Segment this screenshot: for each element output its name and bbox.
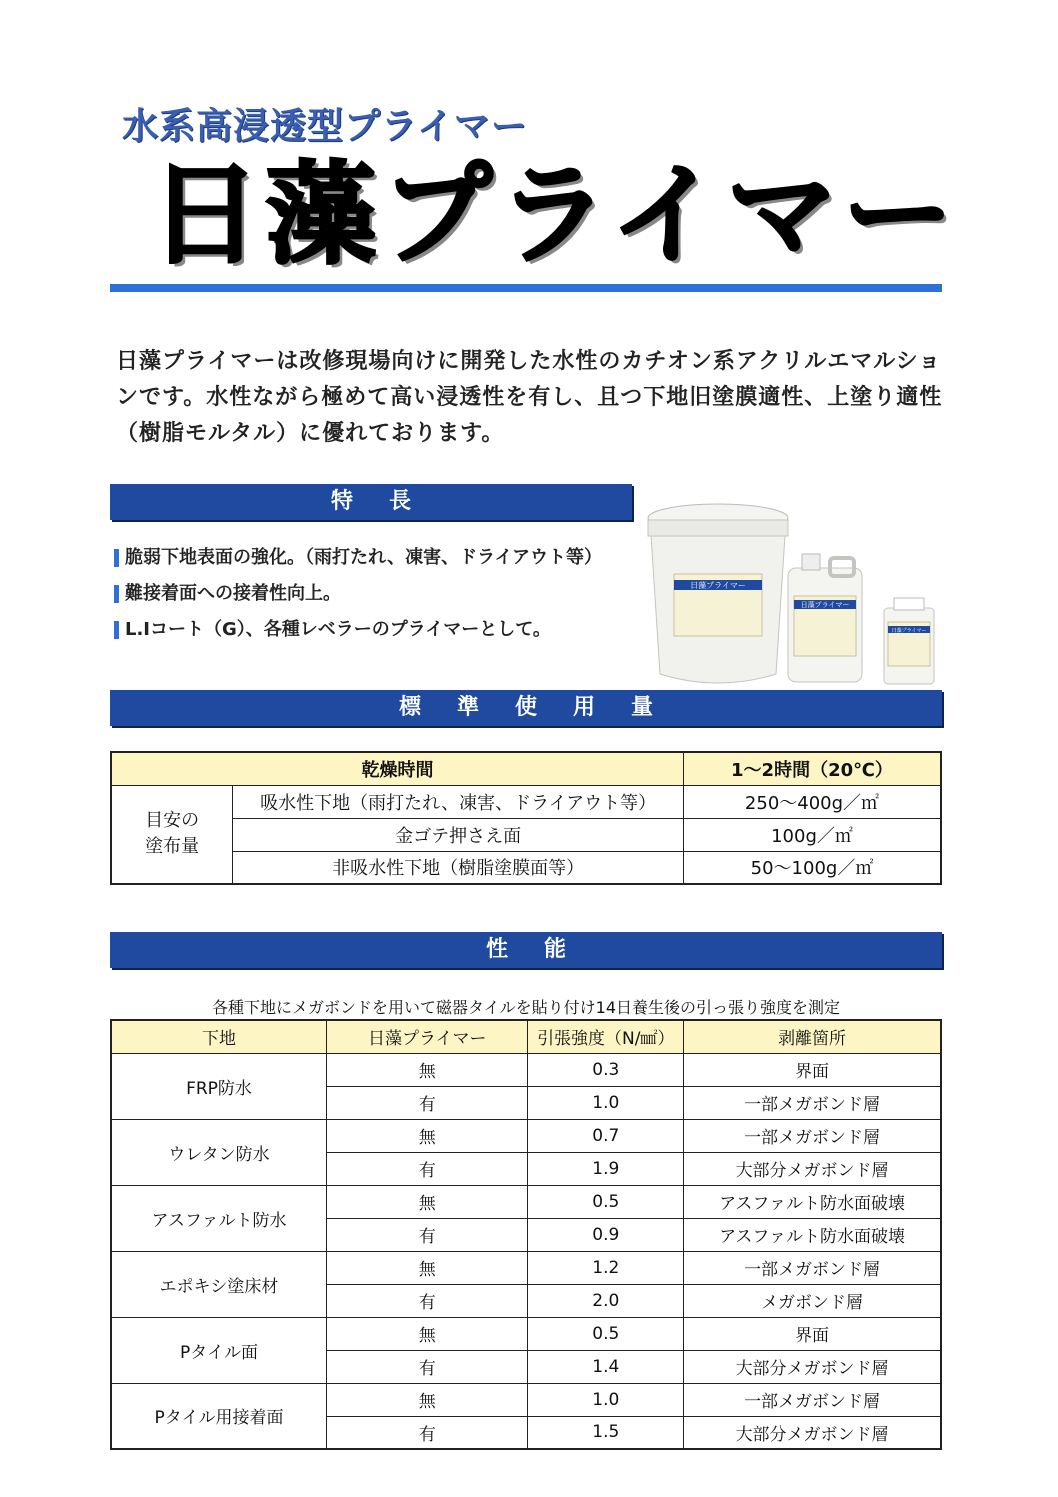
table-row [111, 851, 941, 884]
primer-cell: 無 [326, 1053, 527, 1086]
performance-table [110, 1019, 942, 1450]
feature-text: L.Iコート（G）、各種レベラーのプライマーとして。 [125, 619, 551, 640]
coverage-group-label [111, 785, 233, 884]
strength-cell: 0.9 [528, 1218, 684, 1251]
failure-cell: 一部メガボンド層 [684, 1383, 941, 1416]
substrate-cell: アスファルト防水 [111, 1185, 326, 1251]
column-header: 剥離箇所 [684, 1020, 941, 1053]
failure-cell: 界面 [684, 1053, 941, 1086]
strength-cell: 1.0 [528, 1383, 684, 1416]
usage-table [110, 751, 942, 885]
dry-time-label: 乾燥時間 [111, 752, 683, 785]
performance-table-body [111, 1053, 941, 1449]
primer-cell: 有 [326, 1416, 527, 1449]
primer-cell: 無 [326, 1251, 527, 1284]
usage-item: 吸水性下地（雨打たれ、凍害、ドライアウト等） [233, 785, 684, 818]
failure-cell: メガボンド層 [684, 1284, 941, 1317]
intro-paragraph: 日藻プライマーは改修現場向けに開発した水性のカチオン系アクリルエマルションです。水性ながら極めて高い浸透性を有し、且つ下地旧塗膜適性、上塗り適性（樹脂モルタル）に優れております。 [116, 349, 943, 446]
failure-cell: 一部メガボンド層 [684, 1251, 941, 1284]
failure-cell: アスファルト防水面破壊 [684, 1185, 941, 1218]
product-label-medium: 日藻プライマー [800, 601, 850, 609]
table-row [111, 1251, 941, 1284]
failure-cell: 大部分メガボンド層 [684, 1350, 941, 1383]
primer-cell: 無 [326, 1185, 527, 1218]
table-row [111, 1119, 941, 1152]
failure-cell: 一部メガボンド層 [684, 1086, 941, 1119]
usage-value: 250～400g／㎡ [683, 785, 941, 818]
usage-heading [110, 690, 942, 726]
substrate-cell: FRP防水 [111, 1053, 326, 1119]
dry-time-value: 1～2時間（20℃） [683, 752, 941, 785]
primer-cell: 有 [326, 1152, 527, 1185]
failure-cell: 大部分メガボンド層 [684, 1416, 941, 1449]
strength-cell: 1.4 [528, 1350, 684, 1383]
bullet-icon [114, 549, 119, 567]
strength-cell: 1.0 [528, 1086, 684, 1119]
column-header: 引張強度（N/㎟） [528, 1020, 684, 1053]
performance-heading-text: 性能 [485, 937, 602, 962]
performance-note: 各種下地にメガボンドを用いて磁器タイルを貼り付け14日養生後の引っ張り強度を測定 [211, 998, 841, 1017]
strength-cell: 0.5 [528, 1317, 684, 1350]
table-header-row [111, 1020, 941, 1053]
column-header: 日藻プライマー [326, 1020, 527, 1053]
primer-cell: 有 [326, 1350, 527, 1383]
strength-cell: 1.2 [528, 1251, 684, 1284]
features-heading [110, 484, 632, 520]
primer-cell: 無 [326, 1119, 527, 1152]
primer-cell: 無 [326, 1317, 527, 1350]
primer-cell: 有 [326, 1086, 527, 1119]
usage-heading-text: 標準使用量 [398, 695, 689, 720]
product-subtitle: 水系高浸透型プライマー [122, 106, 528, 147]
column-header: 下地 [111, 1020, 326, 1053]
table-row [111, 785, 941, 818]
usage-value: 50～100g／㎡ [683, 851, 941, 884]
feature-item [114, 540, 654, 576]
primer-cell: 有 [326, 1284, 527, 1317]
bullet-icon [114, 585, 119, 603]
substrate-cell: ウレタン防水 [111, 1119, 326, 1185]
features-list [114, 540, 654, 648]
strength-cell: 0.7 [528, 1119, 684, 1152]
failure-cell: 大部分メガボンド層 [684, 1152, 941, 1185]
strength-cell: 0.3 [528, 1053, 684, 1086]
substrate-cell: Pタイル用接着面 [111, 1383, 326, 1449]
feature-text: 脆弱下地表面の強化。（雨打たれ、凍害、ドライアウト等） [125, 547, 602, 568]
group-label-line: 目安の [145, 810, 200, 832]
title-divider [110, 284, 942, 292]
table-row [111, 1185, 941, 1218]
failure-cell: アスファルト防水面破壊 [684, 1218, 941, 1251]
failure-cell: 一部メガボンド層 [684, 1119, 941, 1152]
primer-cell: 無 [326, 1383, 527, 1416]
table-row [111, 752, 941, 785]
bullet-icon [114, 621, 119, 639]
product-label-large: 日藻プライマー [690, 581, 746, 590]
product-label-small: 日藻プライマー [891, 628, 927, 634]
strength-cell: 1.5 [528, 1416, 684, 1449]
feature-text: 難接着面への接着性向上。 [125, 583, 341, 604]
usage-value: 100g／㎡ [683, 818, 941, 851]
product-photo [640, 496, 940, 688]
features-heading-text: 特長 [330, 489, 447, 514]
usage-item: 非吸水性下地（樹脂塗膜面等） [233, 851, 684, 884]
primer-cell: 有 [326, 1218, 527, 1251]
product-title: 日藻プライマー [150, 151, 959, 279]
substrate-cell: エポキシ塗床材 [111, 1251, 326, 1317]
group-label-line: 塗布量 [145, 836, 200, 858]
strength-cell: 0.5 [528, 1185, 684, 1218]
table-row [111, 818, 941, 851]
feature-item [114, 576, 654, 612]
table-row [111, 1053, 941, 1086]
substrate-cell: Pタイル面 [111, 1317, 326, 1383]
feature-item [114, 612, 654, 648]
table-row [111, 1383, 941, 1416]
table-row [111, 1317, 941, 1350]
performance-heading [110, 932, 942, 968]
usage-item: 金ゴテ押さえ面 [233, 818, 684, 851]
failure-cell: 界面 [684, 1317, 941, 1350]
strength-cell: 2.0 [528, 1284, 684, 1317]
strength-cell: 1.9 [528, 1152, 684, 1185]
